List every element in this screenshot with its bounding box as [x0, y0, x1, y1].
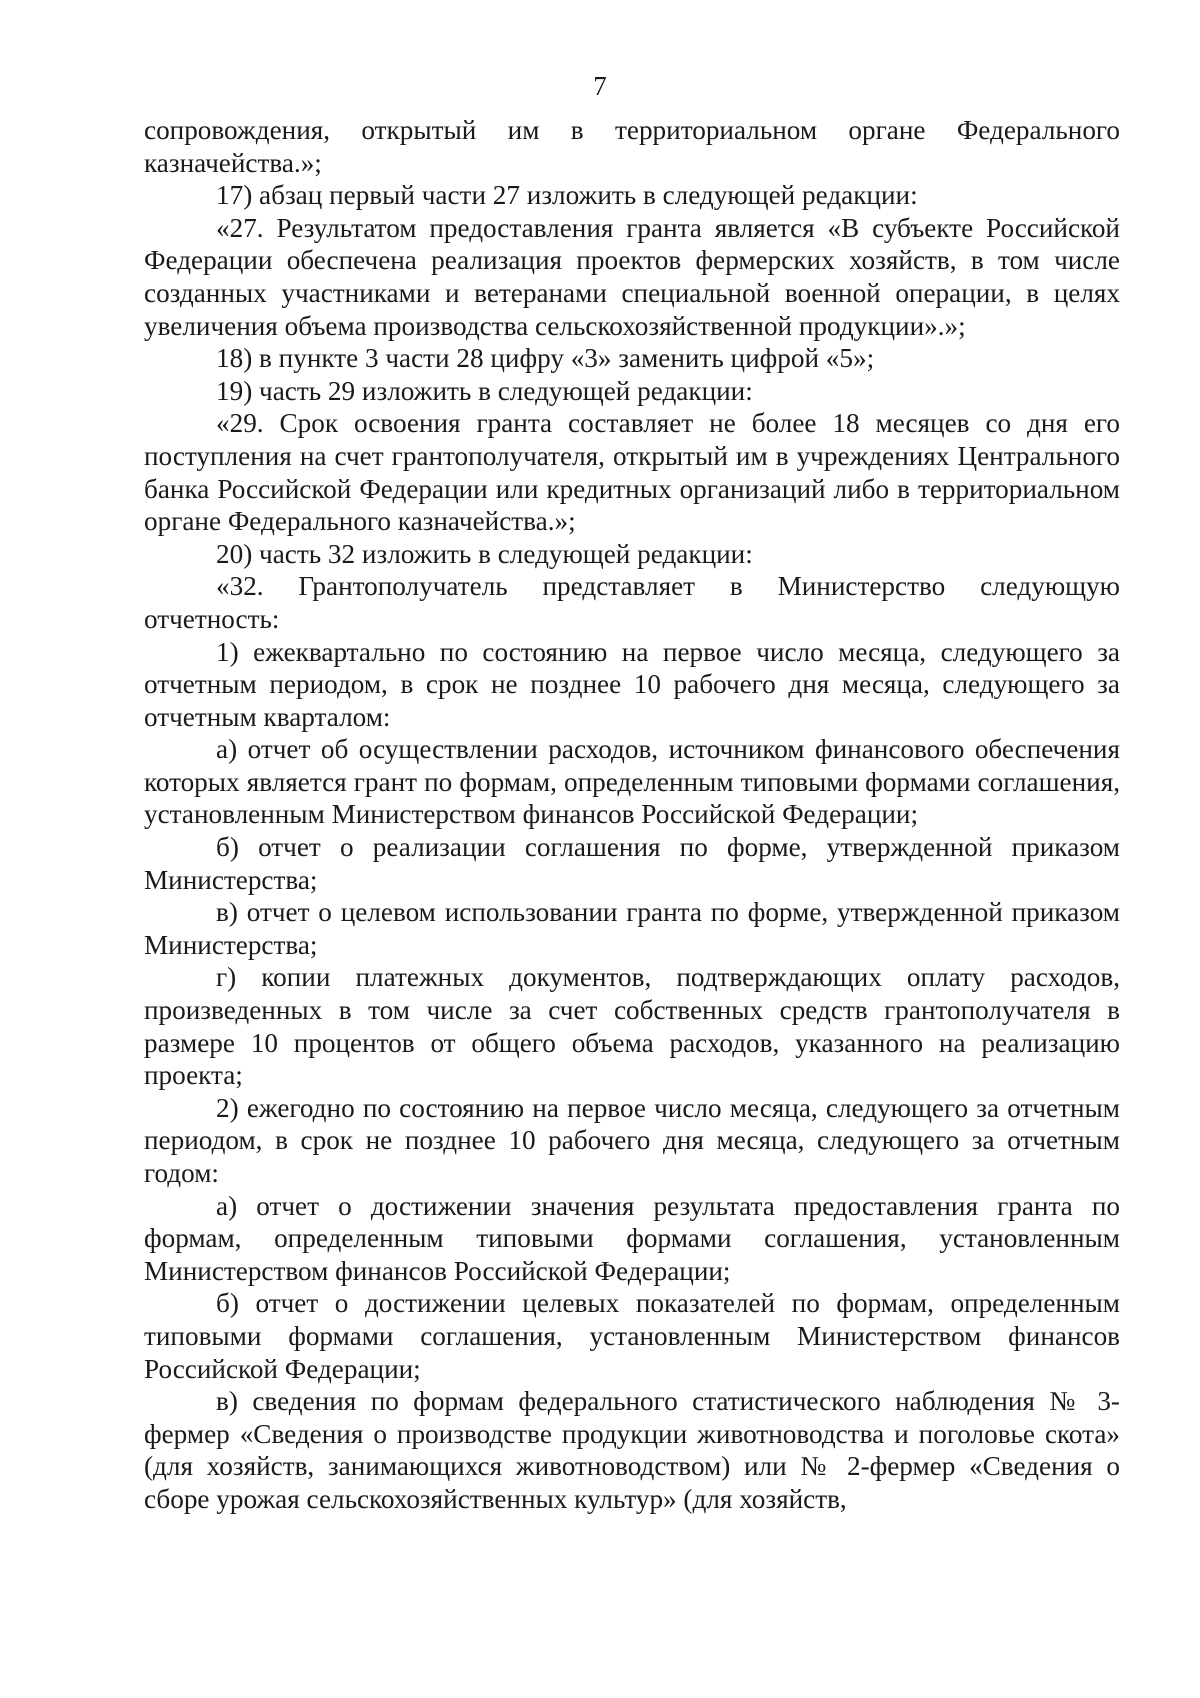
paragraph: б) отчет о реализации соглашения по форме, утвержденной приказом Министерства;	[144, 832, 1120, 895]
paragraph: 2) ежегодно по состоянию на первое число месяца, следующего за отчетным периодом, в срок не позднее 10 рабочего дня месяца, следующего за отчетным годом:	[144, 1092, 1120, 1188]
paragraph: 17) абзац первый части 27 изложить в следующей редакции:	[216, 180, 918, 211]
paragraph: б) отчет о достижении целевых показателей по формам, определенным типовыми формами соглашения, установленным Министерством финансов Российской Федерации;	[144, 1288, 1120, 1384]
paragraph: в) сведения по формам федерального статистического наблюдения № 3-фермер «Сведения о производстве продукции животноводства и поголовье скота» (для хозяйств, занимающихся животноводством) или № 2-фермер «Сведения о сборе урожая сельскохозяйственных культур» (для хозяйств,	[144, 1386, 1120, 1514]
paragraph: 19) часть 29 изложить в следующей редакции:	[216, 375, 753, 406]
paragraph: в) отчет о целевом использовании гранта по форме, утвержденной приказом Министерства;	[144, 897, 1120, 960]
paragraph: 18) в пункте 3 части 28 цифру «3» заменить цифрой «5»;	[216, 343, 875, 374]
paragraph: 1) ежеквартально по состоянию на первое число месяца, следующего за отчетным периодом, в срок не позднее 10 рабочего дня месяца, следующего за отчетным кварталом:	[144, 636, 1120, 732]
paragraph: сопровождения, открытый им в территориальном органе Федерального казначейства.»;	[144, 115, 1120, 178]
page-number: 7	[593, 71, 607, 101]
paragraph: «32. Грантополучатель представляет в Министерство следующую отчетность:	[144, 571, 1120, 634]
paragraph: «29. Срок освоения гранта составляет не более 18 месяцев со дня его поступления на счет грантополучателя, открытый им в учреждениях Центрального банка Российской Федерации или кредитных организаций либо в территориальном органе Федерального казначейства.»;	[144, 408, 1120, 537]
paragraph: «27. Результатом предоставления гранта является «В субъекте Российской Федерации обеспечена реализация проектов фермерских хозяйств, в том числе созданных участниками и ветеранами специальной военной операции, в целях увеличения объема производства сельскохозяйственной продукции».»;	[144, 212, 1120, 341]
paragraph: 20) часть 32 изложить в следующей редакции:	[216, 538, 753, 569]
paragraph: а) отчет о достижении значения результата предоставления гранта по формам, определенным типовыми формами соглашения, установленным Министерством финансов Российской Федерации;	[144, 1190, 1120, 1286]
document-body	[144, 114, 1120, 1516]
paragraph: г) копии платежных документов, подтверждающих оплату расходов, произведенных в том числе за счет собственных средств грантополучателя в размере 10 процентов от общего объема расходов, указанного на реализацию проекта;	[144, 962, 1120, 1091]
paragraph: а) отчет об осуществлении расходов, источником финансового обеспечения которых является грант по формам, определенным типовыми формами соглашения, установленным Министерством финансов Российской Федерации;	[144, 734, 1120, 830]
